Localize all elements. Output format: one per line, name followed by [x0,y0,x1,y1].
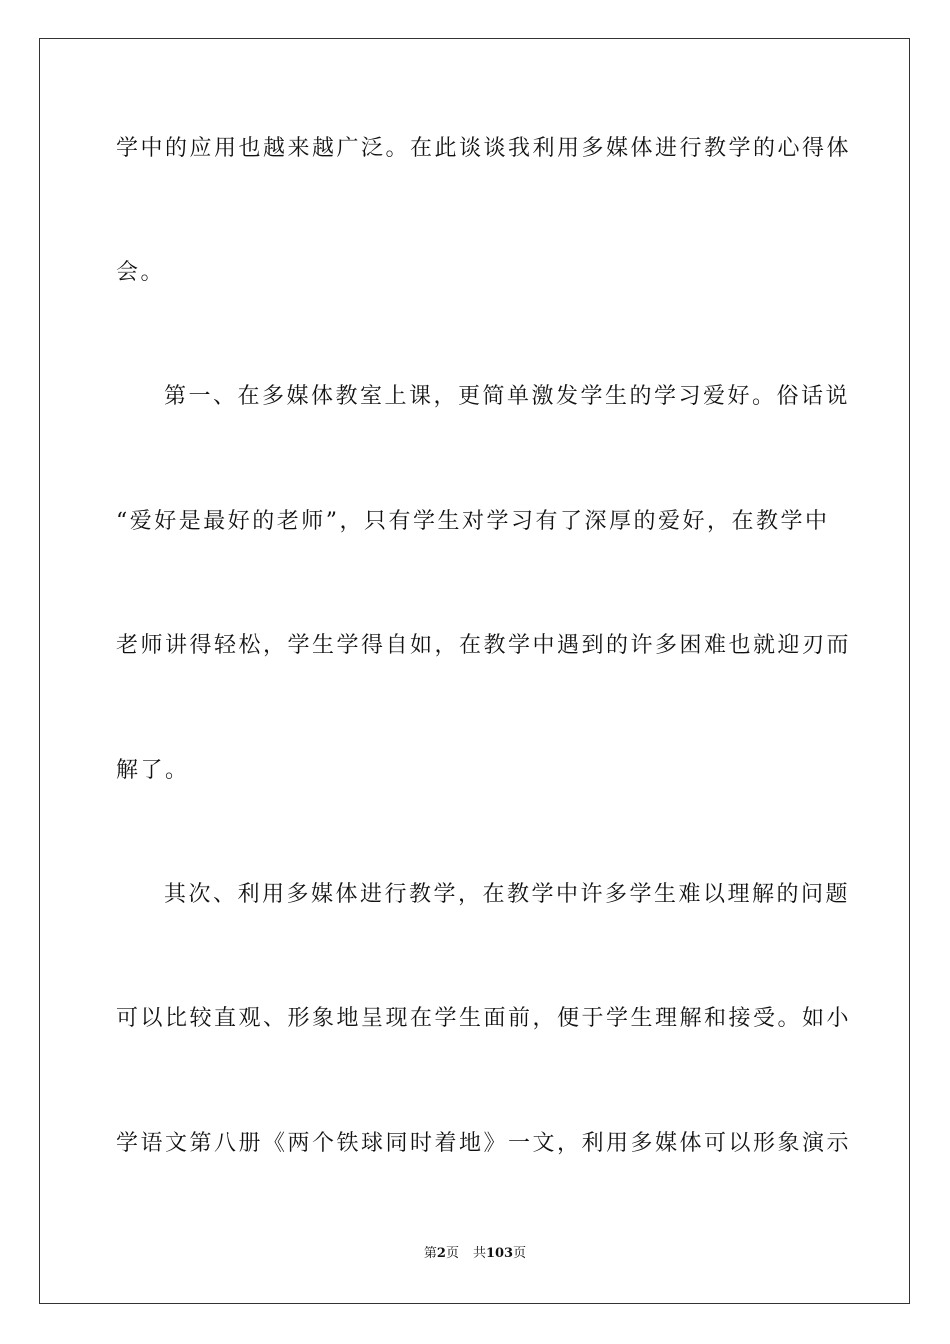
page-footer [0,1245,950,1263]
paragraph-2-line-1: 其次、利用多媒体进行教学，在教学中许多学生难以理解的问题 [164,882,851,907]
page-border [39,38,910,1304]
total-pages: 103 [485,1246,514,1261]
paragraph-1-line-4: 解了。 [116,758,190,783]
paragraph-1-line-2: “爱好是最好的老师”，只有学生对学习有了深厚的爱好，在教学中 [116,509,830,534]
paragraph-2-line-2: 可以比较直观、形象地呈现在学生面前，便于学生理解和接受。如小 [116,1006,852,1031]
body-line-1: 学中的应用也越来越广泛。在此谈谈我利用多媒体进行教学的心得体 [116,136,852,161]
paragraph-2-line-3: 学语文第八册《两个铁球同时着地》一文，利用多媒体可以形象演示 [116,1131,852,1156]
page-prefix: 第 [423,1246,437,1261]
page-suffix: 页 [445,1246,459,1261]
paragraph-1-line-1: 第一、在多媒体教室上课，更简单激发学生的学习爱好。俗话说 [164,384,851,409]
body-line-2: 会。 [116,260,166,285]
total-prefix: 共 [472,1246,486,1261]
page-number: 2 [436,1246,446,1261]
paragraph-1-line-3: 老师讲得轻松，学生学得自如，在教学中遇到的许多困难也就迎刃而 [116,633,852,658]
total-suffix: 页 [513,1246,527,1261]
